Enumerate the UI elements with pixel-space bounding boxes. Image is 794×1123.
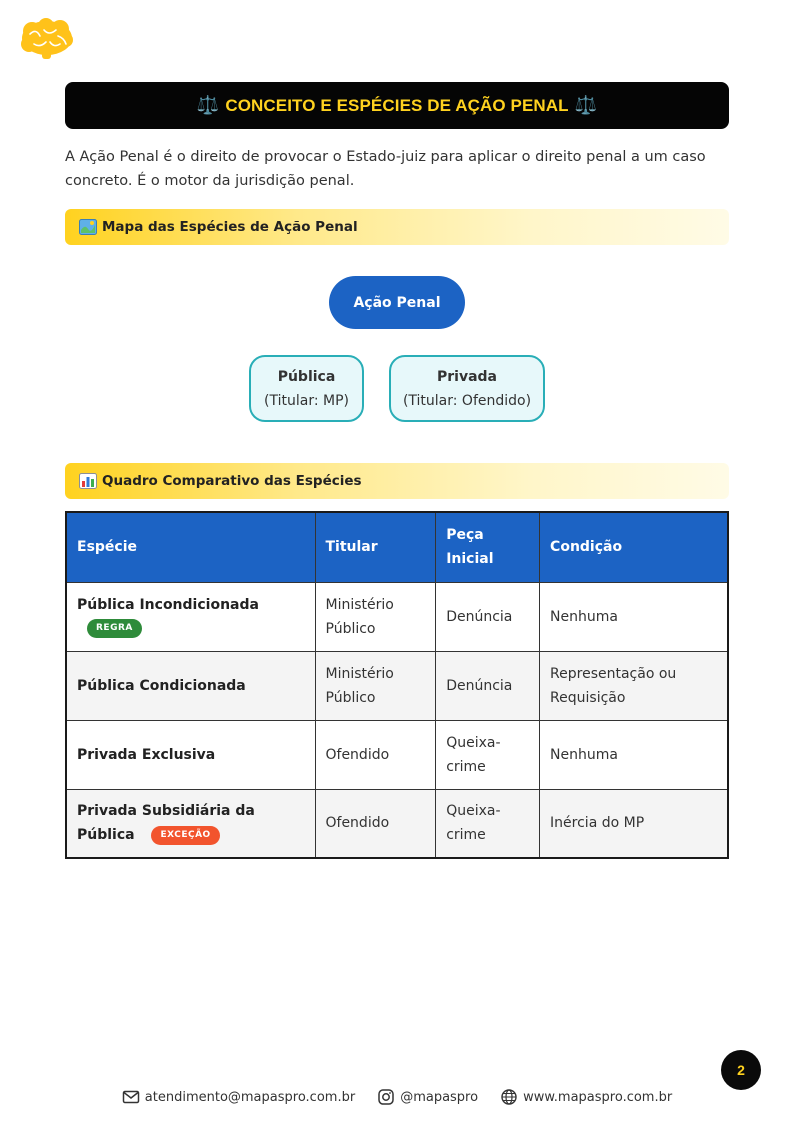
instagram-icon	[377, 1088, 395, 1106]
comparison-table	[65, 511, 729, 859]
table-section-header	[65, 463, 729, 499]
header-titular: Titular	[315, 512, 436, 582]
node-privada-title: Privada	[436, 368, 497, 385]
chart-icon	[79, 473, 97, 489]
cell-especie	[66, 582, 315, 651]
cell-titular: Ofendido	[315, 720, 436, 789]
table-row	[66, 720, 728, 789]
node-publica-subtitle: (Titular: MP)	[264, 392, 349, 409]
footer-instagram[interactable]	[377, 1088, 478, 1106]
node-root-label: Ação Penal	[353, 294, 441, 311]
map-icon	[79, 219, 97, 235]
node-publica-title: Pública	[277, 368, 336, 385]
cell-especie	[66, 789, 315, 858]
globe-icon	[500, 1088, 518, 1106]
especie-label: Pública Incondicionada	[77, 596, 259, 613]
scale-icon: ⚖️	[574, 95, 598, 115]
map-section-title: Mapa das Espécies de Ação Penal	[102, 219, 358, 235]
table-header-row	[66, 512, 728, 582]
footer-email-text: atendimento@mapaspro.com.br	[144, 1089, 356, 1105]
especie-label: Privada Subsidiária da Pública	[77, 803, 255, 844]
header-especie: Espécie	[66, 512, 315, 582]
intro-paragraph: A Ação Penal é o direito de provocar o Estado-juiz para aplicar o direito penal a um caso concreto. É o motor da jurisdição penal.	[65, 149, 706, 189]
cell-peca: Queixa-crime	[436, 789, 540, 858]
cell-condicao: Inércia do MP	[540, 789, 728, 858]
footer-website-text: www.mapaspro.com.br	[523, 1089, 673, 1105]
page-title-text: CONCEITO E ESPÉCIES DE AÇÃO PENAL	[225, 95, 569, 115]
cell-condicao: Nenhuma	[540, 582, 728, 651]
cell-titular: Ofendido	[315, 789, 436, 858]
cell-condicao: Representação ou Requisição	[540, 651, 728, 720]
footer-email[interactable]	[122, 1088, 355, 1106]
cell-condicao: Nenhuma	[540, 720, 728, 789]
cell-especie: Privada Exclusiva	[66, 720, 315, 789]
excecao-badge: EXCEÇÃO	[151, 826, 219, 845]
node-privada-subtitle: (Titular: Ofendido)	[402, 392, 532, 409]
table-section-title: Quadro Comparativo das Espécies	[102, 473, 362, 489]
table-row	[66, 582, 728, 651]
cell-peca: Denúncia	[436, 651, 540, 720]
page-number: 2	[721, 1050, 761, 1090]
footer-instagram-text: @mapaspro	[400, 1089, 479, 1105]
table-row	[66, 789, 728, 858]
table-row	[66, 651, 728, 720]
header-peca-inicial: Peça Inicial	[436, 512, 540, 582]
cell-peca: Denúncia	[436, 582, 540, 651]
mail-icon	[122, 1088, 140, 1106]
header-condicao: Condição	[540, 512, 728, 582]
cell-titular: Ministério Público	[315, 582, 436, 651]
brain-icon	[20, 18, 74, 60]
footer-website[interactable]	[500, 1088, 672, 1106]
map-section-header	[65, 209, 729, 245]
footer	[0, 1086, 794, 1108]
regra-badge: REGRA	[87, 619, 142, 638]
cell-titular: Ministério Público	[315, 651, 436, 720]
page-title	[65, 82, 729, 129]
node-privada	[389, 355, 545, 422]
scale-icon: ⚖️	[196, 95, 220, 115]
node-publica	[249, 355, 364, 422]
node-acao-penal	[329, 276, 465, 329]
cell-peca: Queixa-crime	[436, 720, 540, 789]
cell-especie: Pública Condicionada	[66, 651, 315, 720]
